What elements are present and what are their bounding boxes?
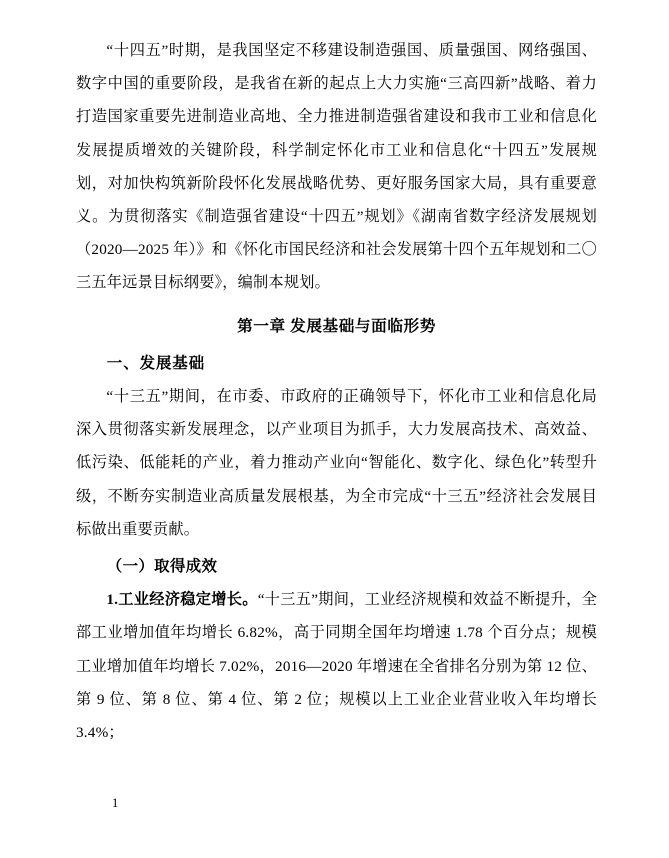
paragraph-lead-body: “十三五”期间，工业经济规模和效益不断提升，全部工业增加值年均增长 6.82%，高于同期全国年均增速 1.78 个百分点；规模工业增加值年均增长 7.02%，2016—2020 年增速在全省排名分别为第 12 位、第 9 位、第 8 位、第 4 位、第 2 位；规模以上工业企业营业收入年均增长 3.4%； [76, 591, 597, 742]
subsection-heading-achievements: （一）取得成效 [106, 558, 218, 576]
paragraph-intro: “十四五”时期，是我国坚定不移建设制造强国、质量强国、网络强国、数字中国的重要阶段，是我省在新的起点上大力实施“三高四新”战略、着力打造国家重要先进制造业高地、全力推进制造强省建设和我市工业和信息化发展提质增效的关键阶段，科学制定怀化市工业和信息化“十四五”发展规划，对加快构筑新阶段怀化发展战略优势、更好服务国家大局，具有重要意义。为贯彻落实《制造强省建设“十四五”规划》《湖南省数字经济发展规划（2020—2025 年）》和《怀化市国民经济和社会发展第十四个五年规划和二〇三五年远景目标纲要》，编制本规划。 [76, 42, 597, 292]
chapter-heading: 第一章 发展基础与面临形势 [237, 317, 436, 335]
section-heading-development-basis: 一、发展基础 [106, 354, 206, 372]
paragraph-industrial-growth [76, 583, 597, 749]
document-body [76, 34, 597, 749]
paragraph-lead-label: 1.工业经济稳定增长。 [106, 591, 258, 609]
paragraph-development-basis: “十三五”期间，在市委、市政府的正确领导下，怀化市工业和信息化局深入贯彻落实新发展理念，以产业项目为抓手，大力发展高技术、高效益、低污染、低能耗的产业，着力推动产业向“智能化、数字化、绿色化”转型升级，不断夯实制造业高质量发展根基，为全市完成“十三五”经济社会发展目标做出重要贡献。 [76, 388, 597, 538]
page-number: 1 [112, 796, 119, 810]
